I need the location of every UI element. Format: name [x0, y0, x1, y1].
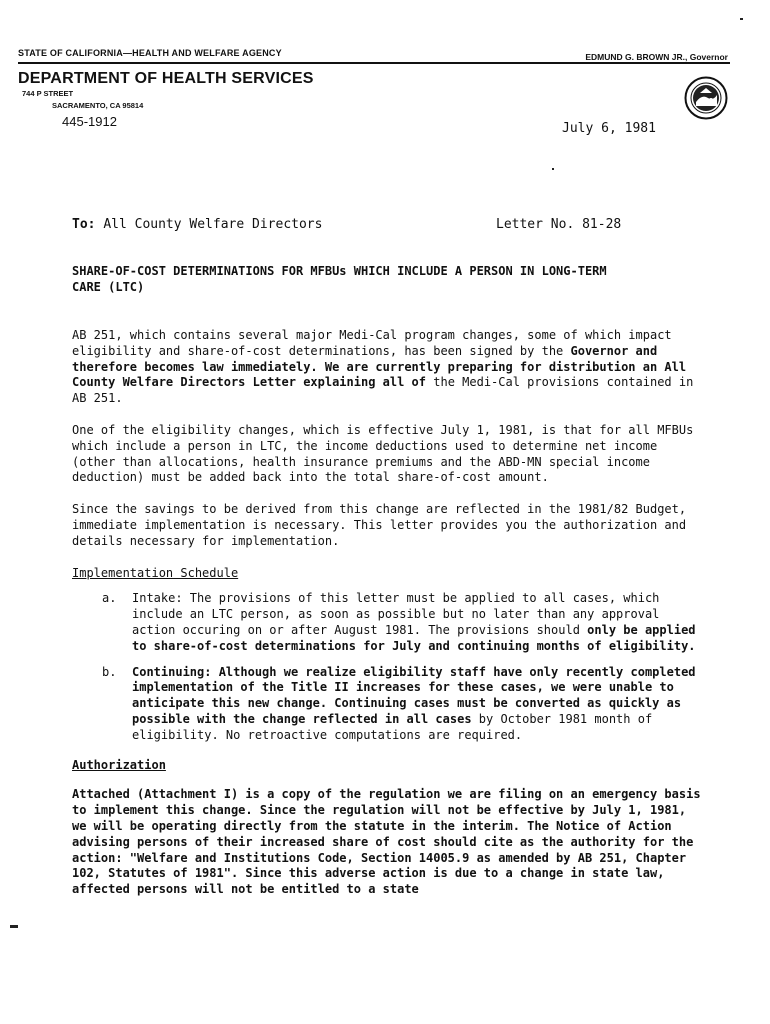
phone-number: 445-1912 [62, 114, 117, 129]
letter-date: July 6, 1981 [562, 121, 656, 136]
item-letter: b. [102, 664, 117, 679]
address-street: 744 P STREET [22, 89, 74, 98]
authorization-heading: Authorization [72, 757, 166, 772]
scan-speck [10, 925, 18, 928]
paragraph-ab251-end: the Medi-Cal provisions contained in AB 251. [72, 375, 694, 406]
recipient-label: To: [72, 217, 96, 232]
paragraph-ab251-text: AB 251, which contains several major Medi-Cal program changes, some of which impact eligibility and share-of-cost determinations, has been signed by the [72, 328, 672, 358]
recipient-line [72, 217, 322, 232]
governor-name: EDMUND G. BROWN JR., Governor [585, 52, 728, 62]
item-text-normal: by October 1981 month of eligibility. No retroactive computations are required. [132, 711, 653, 742]
letter-number: Letter No. 81-28 [496, 217, 622, 232]
paragraph-ab251-bold: Governor and therefore becomes law immediately. We are currently preparing for distribution an All County Welfare Directors Letter explaining all of [72, 343, 687, 390]
item-text-normal: Intake: The provisions of this letter must be applied to all cases, which include an LTC person, as soon as possible but no later than any approval action occuring on or after August 1981. The provisions should [132, 591, 660, 637]
item-letter: a. [102, 591, 117, 606]
letter-body [72, 328, 702, 914]
letter-subject: SHARE-OF-COST DETERMINATIONS FOR MFBUs WHICH INCLUDE A PERSON IN LONG-TERM CARE (LTC) [72, 264, 607, 294]
department-name: DEPARTMENT OF HEALTH SERVICES [18, 70, 314, 87]
implementation-item-intake [102, 591, 702, 654]
paragraph-eligibility-change: One of the eligibility changes, which is effective July 1, 1981, is that for all MFBUs which include a person in LTC, the income deductions used to determine net income (other than allocations, health insurance premiums and the ABD-MN special income deduction) must be added back into the total share-of-cost amount. [72, 422, 694, 485]
item-text-bold: only be applied to share-of-cost determinations for July and continuing months of eligibility. [132, 622, 696, 653]
scan-speck [552, 168, 554, 170]
implementation-item-continuing [102, 665, 702, 744]
item-text [132, 591, 702, 654]
letterhead-divider [18, 62, 730, 64]
agency-name: STATE OF CALIFORNIA—HEALTH AND WELFARE AGENCY [18, 48, 282, 58]
scan-speck [740, 18, 743, 20]
recipient-value: All County Welfare Directors [103, 217, 323, 232]
state-seal-icon [684, 76, 728, 120]
paragraph-authorization: Attached (Attachment I) is a copy of the regulation we are filing on an emergency basis to implement this change. Since the regulation will not be effective by July 1, 1981, we will be operating directly from the statute in the interim. The Notice of Action advising persons of their increased share of cost should cite as the authority for the action: "Welfare and Institutions Code, Section 14005.9 as amended by AB 251, Chapter 102, Statutes of 1981". Since this adverse action is due to a change in state law, affected persons will not be entitled to a state [72, 787, 701, 897]
paragraph-savings: Since the savings to be derived from this change are reflected in the 1981/82 Budget, immediate implementation is necessary. This letter provides you the authorization and details necessary for implementation. [72, 502, 687, 548]
item-text-bold: Continuing: Although we realize eligibility staff have only recently completed implementation of the Title II increases for these cases, we were unable to anticipate this new change. Continuing cases must be converted as quickly as possible with the change reflected in all cases [132, 664, 696, 726]
paragraph-ab251 [72, 328, 702, 407]
implementation-heading: Implementation Schedule [72, 565, 239, 580]
item-text [132, 665, 702, 744]
address-city: SACRAMENTO, CA 95814 [52, 101, 144, 110]
